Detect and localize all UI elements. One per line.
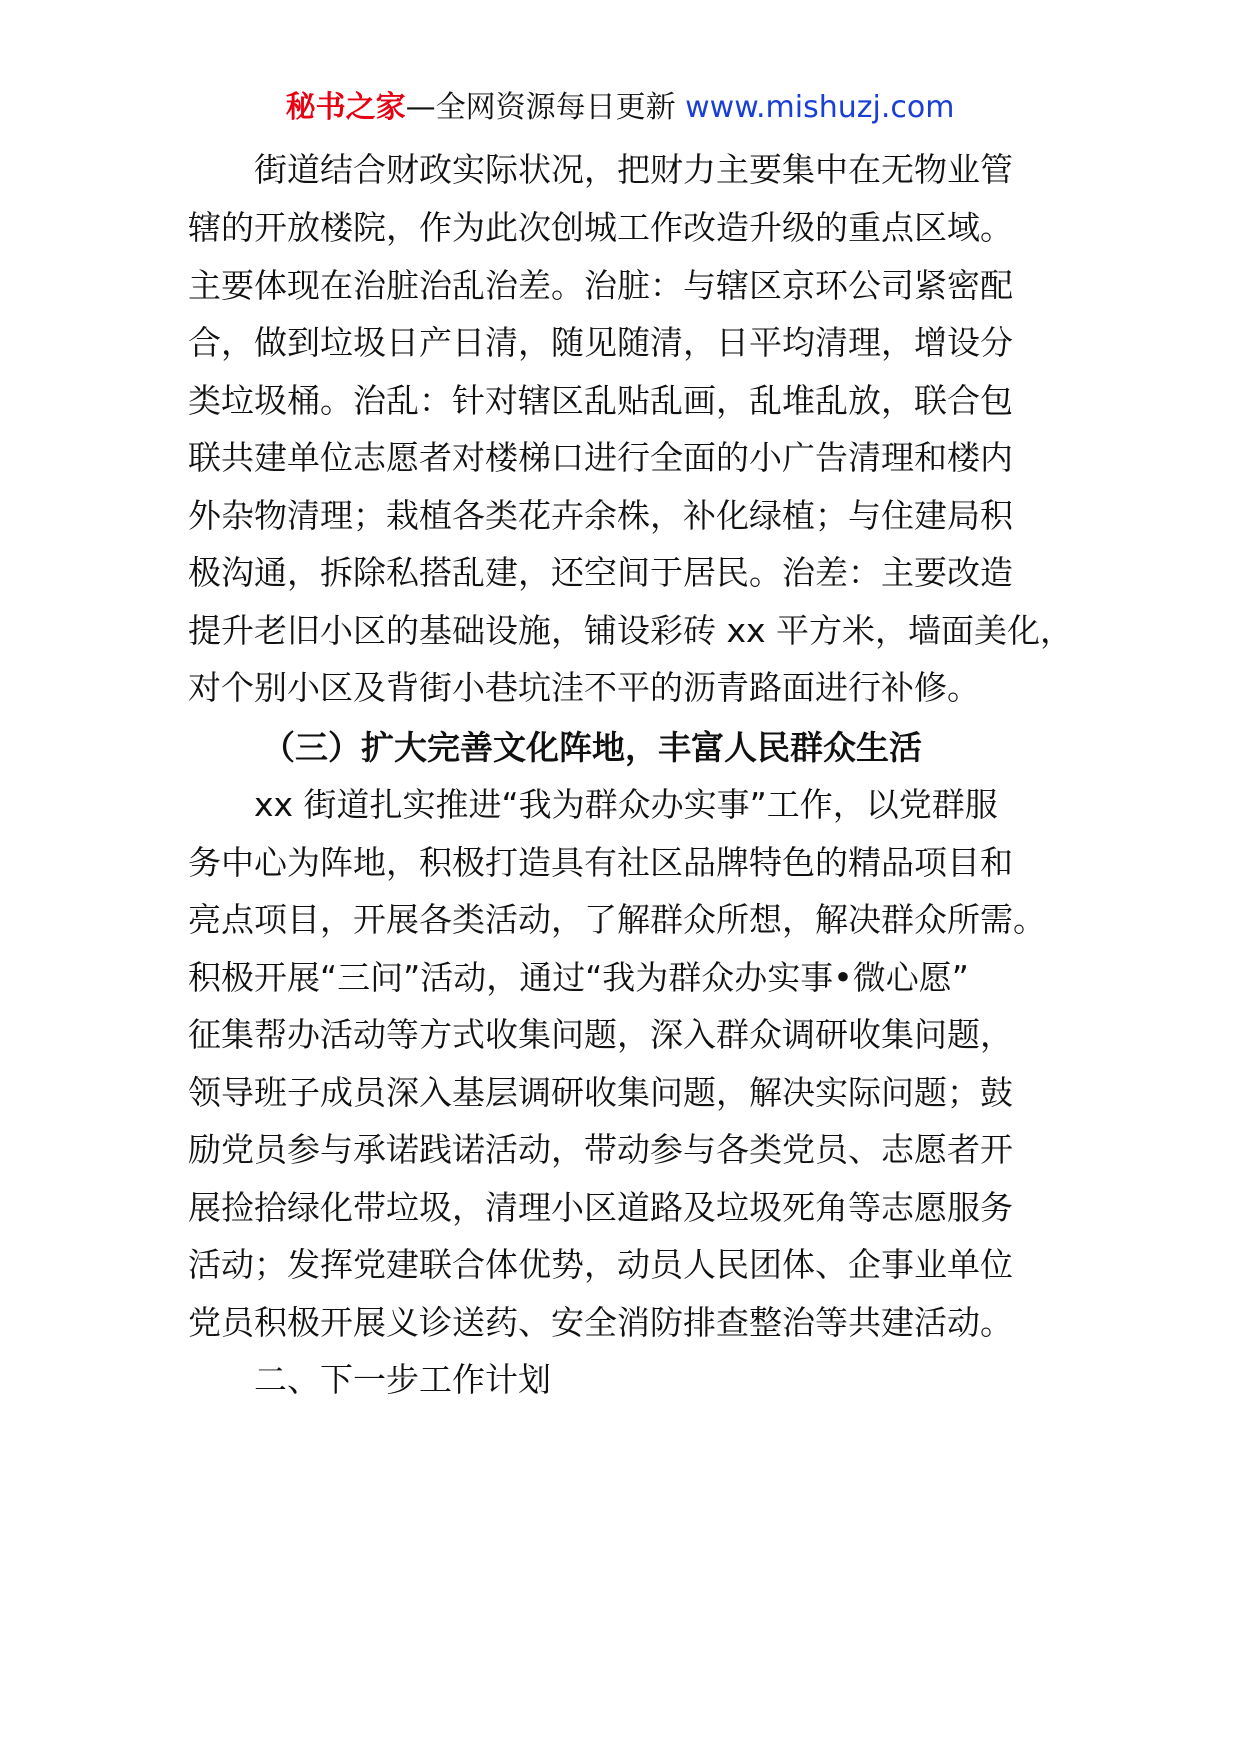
site-header: [0, 88, 1240, 128]
paragraph-line: 党员积极开展义诊送药、安全消防排查整治等共建活动。: [188, 1303, 1013, 1342]
paragraph-line: 联共建单位志愿者对楼梯口进行全面的小广告清理和楼内: [188, 438, 1013, 477]
paragraph-line: 合，做到垃圾日产日清，随见随清，日平均清理，增设分: [188, 323, 1013, 362]
paragraph-line: 励党员参与承诺践诺活动，带动参与各类党员、志愿者开: [188, 1130, 1013, 1169]
paragraph-line: 街道结合财政实际状况，把财力主要集中在无物业管: [254, 150, 1013, 189]
paragraph-line: 对个别小区及背街小巷坑洼不平的沥青路面进行补修。: [188, 668, 980, 707]
section-heading: （三）扩大完善文化阵地，丰富人民群众生活: [262, 728, 922, 767]
paragraph-line: 展捡拾绿化带垃圾，清理小区道路及垃圾死角等志愿服务: [188, 1188, 1013, 1227]
paragraph-line: 主要体现在治脏治乱治差。治脏：与辖区京环公司紧密配: [188, 266, 1013, 305]
site-tagline: —全网资源每日更新: [405, 90, 676, 125]
paragraph-line: 领导班子成员深入基层调研收集问题，解决实际问题；鼓: [188, 1073, 1013, 1112]
paragraph-line: 极沟通，拆除私搭乱建，还空间于居民。治差：主要改造: [188, 553, 1013, 592]
paragraph-line: 征集帮办活动等方式收集问题，深入群众调研收集问题，: [188, 1015, 1013, 1054]
site-brand: 秘书之家: [285, 90, 406, 125]
paragraph-line: 亮点项目，开展各类活动，了解群众所想，解决群众所需。: [188, 900, 1046, 939]
section-heading-next-plan: 二、下一步工作计划: [254, 1360, 551, 1399]
paragraph-line: xx 街道扎实推进“我为群众办实事”工作，以党群服: [254, 785, 998, 824]
site-url-link[interactable]: www.mishuzj.com: [685, 90, 955, 125]
paragraph-line: 积极开展“三问”活动，通过“我为群众办实事•微心愿”: [188, 958, 969, 997]
paragraph-line: 类垃圾桶。治乱：针对辖区乱贴乱画，乱堆乱放，联合包: [188, 381, 1013, 420]
paragraph-line: 务中心为阵地，积极打造具有社区品牌特色的精品项目和: [188, 843, 1013, 882]
paragraph-line: 辖的开放楼院，作为此次创城工作改造升级的重点区域。: [188, 208, 1013, 247]
paragraph-line: 提升老旧小区的基础设施，铺设彩砖 xx 平方米，墙面美化，: [188, 611, 1074, 650]
paragraph-line: 外杂物清理；栽植各类花卉余株，补化绿植；与住建局积: [188, 496, 1013, 535]
paragraph-line: 活动；发挥党建联合体优势，动员人民团体、企事业单位: [188, 1245, 1013, 1284]
